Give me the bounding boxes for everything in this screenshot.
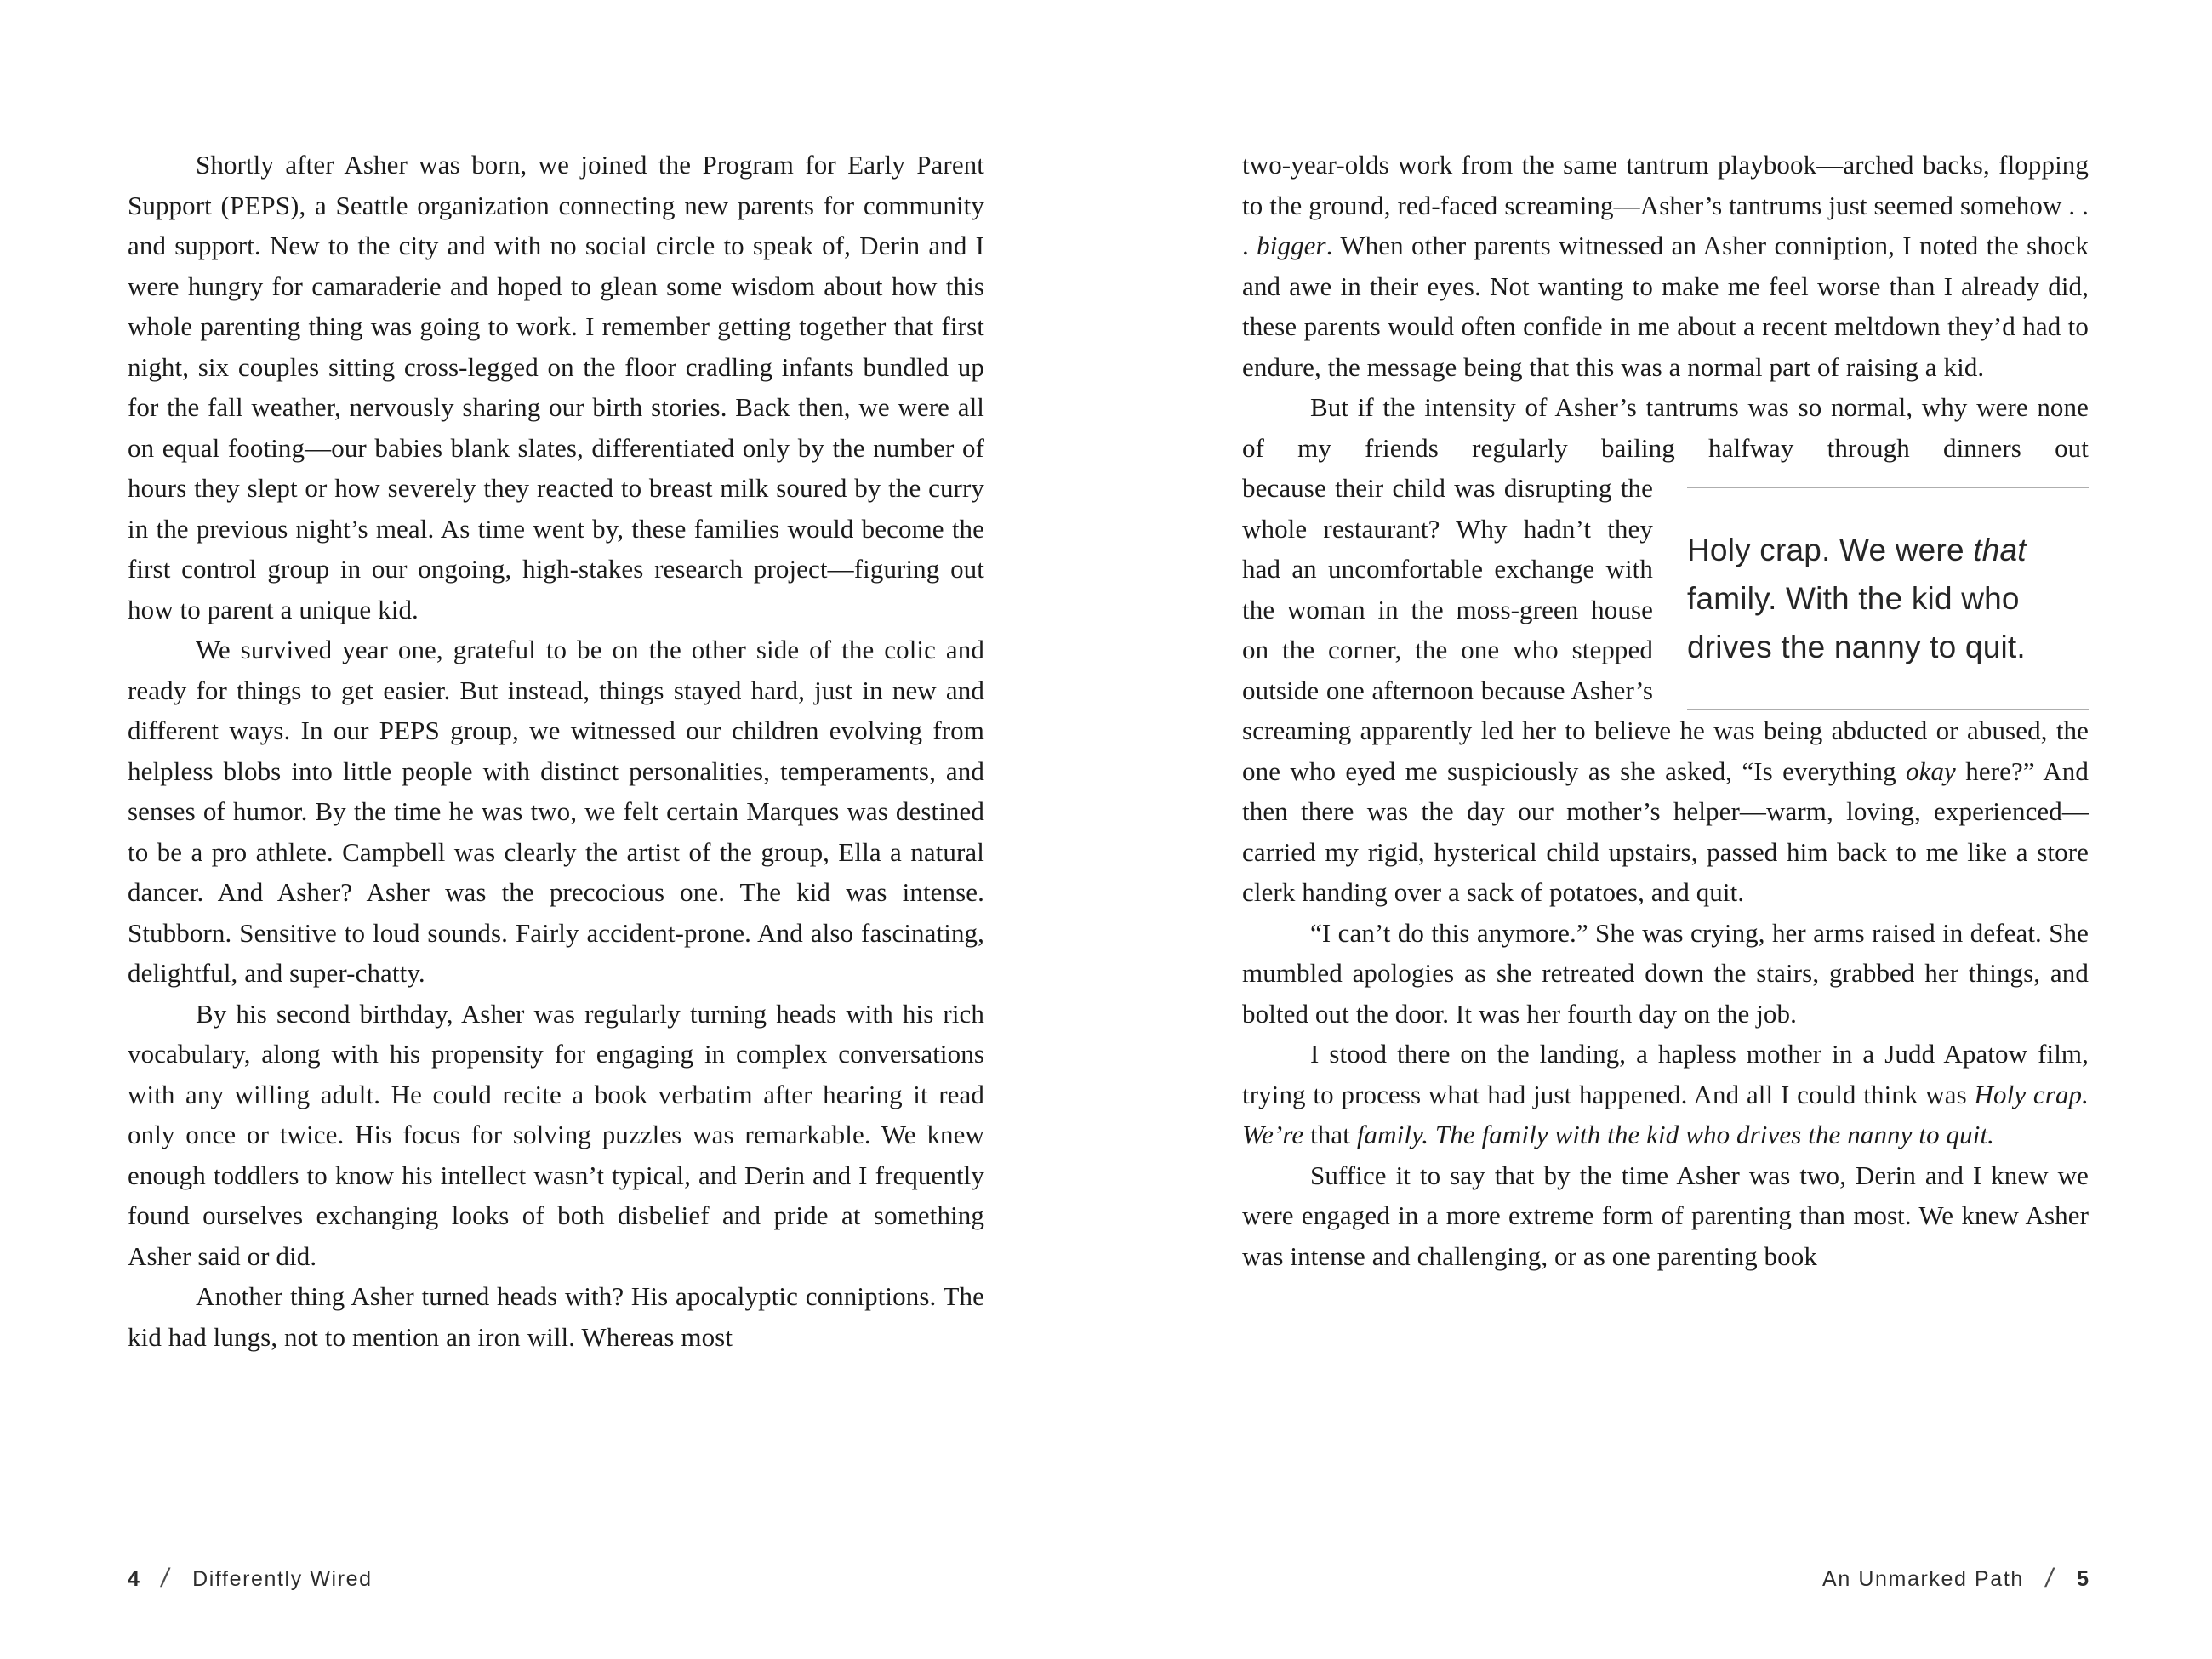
paragraph: “I can’t do this anymore.” She was crying, her arms raised in defeat. She mumbled apologies as she retreated down the stairs, grabbed her things, and bolted out the door. It was her fourth day on the job. <box>1242 917 2089 1029</box>
text-run: that <box>1310 1120 1357 1149</box>
left-page-footer <box>128 1562 373 1593</box>
paragraph: Another thing Asher turned heads with? His apocalyptic conniptions. The kid had lungs, not to mention an iron will. Whereas most <box>128 1281 984 1352</box>
left-page-text <box>128 145 984 1357</box>
pull-quote-text: Holy crap. We were <box>1687 533 1974 567</box>
text-run: here?” And then there was the day our mother’s helper—warm, loving, experienced—carried my rigid, hysterical child upstairs, passed him back to me like a store clerk handing over a sack of potatoes, and quit. <box>1242 755 2089 907</box>
pull-quote-text: family. With the kid who drives the nanny to quit. <box>1687 581 2026 664</box>
paragraph: Shortly after Asher was born, we joined the Program for Early Parent Support (PEPS), a Seattle organization connecting new parents for community and support. New to the city and with no social circle to speak of, Derin and I were hungry for camaraderie and hoped to glean some wisdom about how this whole parenting thing was going to work. I remember getting together that first night, six couples sitting cross-legged on the floor cradling infants bundled up for the fall weather, nervously sharing our birth stories. Back then, we were all on equal footing—our babies blank slates, differentiated only by the number of hours they slept or how severely they reacted to breast milk soured by the curry in the previous night’s meal. As time went by, these families would become the first control group in our ongoing, high-stakes research project—figuring out how to parent a unique kid. <box>128 150 984 624</box>
italic-run: bigger <box>1257 231 1326 260</box>
paragraph <box>1242 1034 2089 1155</box>
paragraph <box>1242 145 2089 387</box>
text-run: I stood there on the landing, a hapless mother in a Judd Apatow film, trying to process what had just happened. And all I could think was <box>1242 1039 2089 1109</box>
right-page-footer <box>1822 1562 2089 1593</box>
text-run: because their child was disrupting the whole restaurant? Why hadn’t they had an uncomfortable exchange with the woman in the moss-green house on the corner, the one who stepped outside one afternoon because Asher’s screaming apparently led her to believe he was being abducted or abused, the one who eyed me suspiciously as she asked, “Is everything <box>1242 473 2089 786</box>
footer-slash-divider: / <box>158 1563 174 1593</box>
paragraph: We survived year one, grateful to be on the other side of the colic and ready for things to get easier. But instead, things stayed hard, just in new and different ways. In our PEPS group, we witnessed our children evolving from helpless blobs into little people with distinct personalities, temperaments, and senses of humor. By the time he was two, we felt certain Marques was destined to be a pro athlete. Campbell was clearly the artist of the group, Ella a natural dancer. And Asher? Asher was the precocious one. The kid was intense. Stubborn. Sensitive to loud sounds. Fairly accident-prone. And also fascinating, delightful, and super-chatty. <box>128 635 984 988</box>
page-number: 5 <box>2077 1567 2089 1591</box>
italic-run: Holy crap. We’re <box>1242 1079 2089 1149</box>
running-head-book-title: Differently Wired <box>192 1567 373 1591</box>
text-run: two-year-olds work from the same tantrum playbook—arched backs, flopping to the ground, red-faced screaming—Asher’s tantrums just seemed somehow . . . <box>1242 150 2089 260</box>
paragraph: Suffice it to say that by the time Asher was two, Derin and I knew we were engaged in a more extreme form of parenting than most. We knew Asher was intense and challenging, or as one parenting book <box>1242 1160 2089 1271</box>
pull-quote <box>1687 487 2089 710</box>
italic-run: family. The family with the kid who drives the nanny to quit. <box>1356 1120 1995 1149</box>
right-page-text <box>1242 145 2089 1276</box>
paragraph: But if the intensity of Asher’s tantrums was so normal, why were none of my friends regularly bailing halfway through dinners out <box>1242 392 2089 463</box>
italic-run: okay <box>1906 755 1956 786</box>
page-number: 4 <box>128 1567 140 1591</box>
paragraph <box>1242 468 2089 913</box>
text-run: . When other parents witnessed an Asher conniption, I noted the shock and awe in their eyes. Not wanting to make me feel worse than I already did, these parents would often confide in me about a recent meltdown they’d had to endure, the message being that this was a normal part of raising a kid. <box>1242 231 2089 382</box>
paragraph: By his second birthday, Asher was regularly turning heads with his rich vocabulary, along with his propensity for engaging in complex conversations with any willing adult. He could recite a book verbatim after hearing it read only once or twice. His focus for solving puzzles was remarkable. We knew enough toddlers to know his intellect wasn’t typical, and Derin and I frequently found ourselves exchanging looks of both disbelief and pride at something Asher said or did. <box>128 998 984 1271</box>
pull-quote-italic: that <box>1973 533 2027 567</box>
running-head-chapter-title: An Unmarked Path <box>1822 1567 2024 1591</box>
footer-slash-divider: / <box>2043 1563 2058 1593</box>
